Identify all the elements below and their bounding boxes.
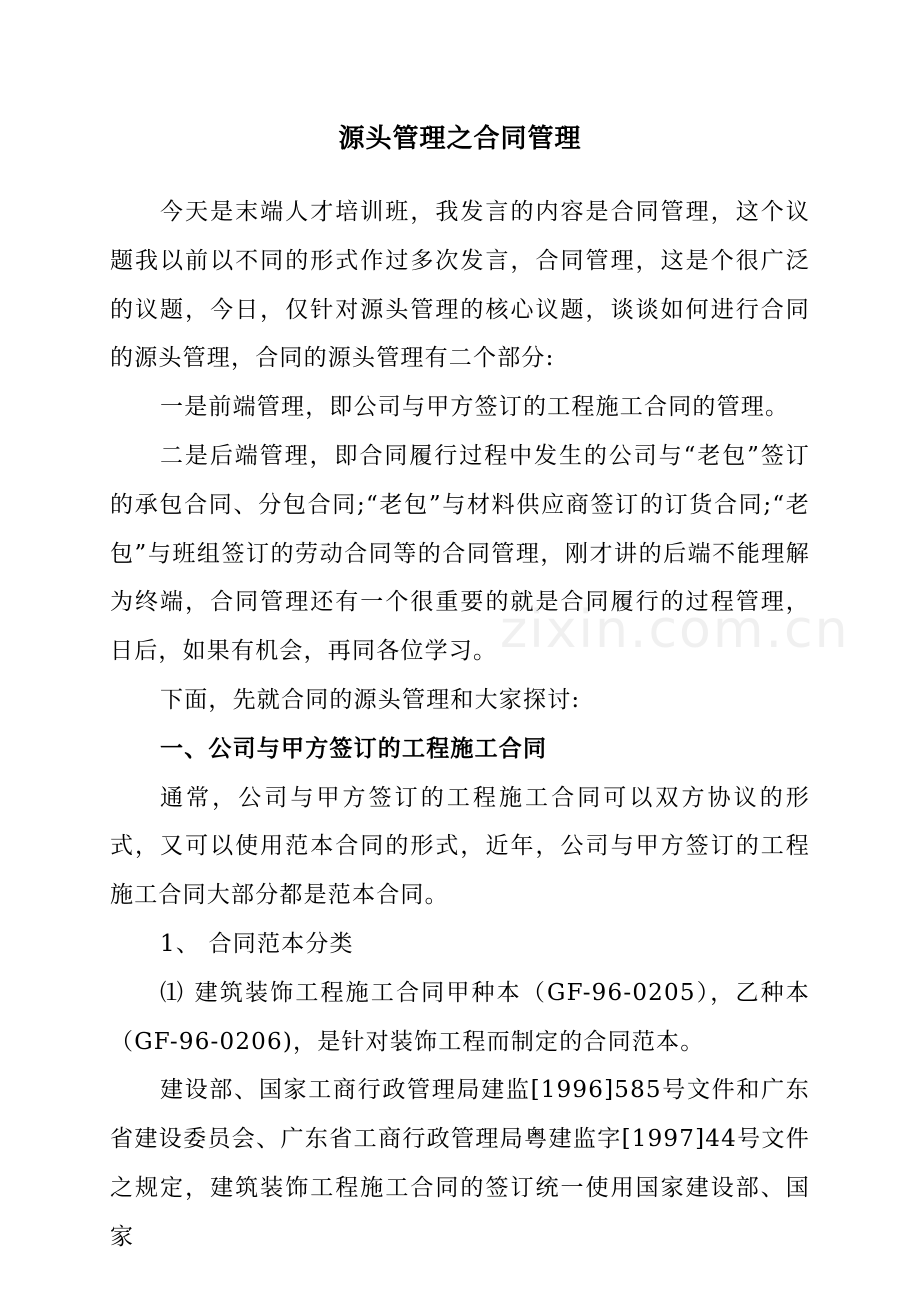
document-body <box>110 188 810 1262</box>
paragraph-back-end: 二是后端管理，即合同履行过程中发生的公司与“老包”签订的承包合同、分包合同;“老包”与材料供应商签订的订货合同;“老包”与班组签订的劳动合同等的合同管理，刚才讲的后端不能理解为终端，合同管理还有一个很重要的就是合同履行的过程管理，日后，如果有机会，再同各位学习。 <box>110 442 810 665</box>
paragraph-contract-forms: 通常，公司与甲方签订的工程施工合同可以双方协议的形式，又可以使用范本合同的形式，近年，公司与甲方签订的工程施工合同大部分都是范本合同。 <box>110 784 810 909</box>
paragraph-intro: 今天是末端人才培训班，我发言的内容是合同管理，这个议题我以前以不同的形式作过多次发言，合同管理，这是个很广泛的议题，今日，仅针对源头管理的核心议题，谈谈如何进行合同的源头管理，合同的源头管理有二个部分: <box>110 199 810 372</box>
paragraph-transition: 下面，先就合同的源头管理和大家探讨: <box>160 686 581 713</box>
watermark: zixin.com.cn <box>500 600 850 660</box>
paragraph-regulations: 建设部、国家工商行政管理局建监[1996]585号文件和广东省建设委员会、广东省工商行政管理局粤建监字[1997]44号文件之规定，建筑装饰工程施工合同的签订统一使用国家建设部、国家 <box>110 1077 810 1250</box>
paragraph-template-types: ⑴ 建筑装饰工程施工合同甲种本（GF-96-0205），乙种本（GF-96-0206)，是针对装饰工程而制定的合同范本。 <box>110 979 810 1055</box>
paragraph-front-end: 一是前端管理，即公司与甲方签订的工程施工合同的管理。 <box>160 394 790 421</box>
subheading-template-classification: 1、 合同范本分类 <box>160 930 354 957</box>
document-title: 源头管理之合同管理 <box>338 124 582 154</box>
section-heading: 一、公司与甲方签订的工程施工合同 <box>160 735 548 762</box>
